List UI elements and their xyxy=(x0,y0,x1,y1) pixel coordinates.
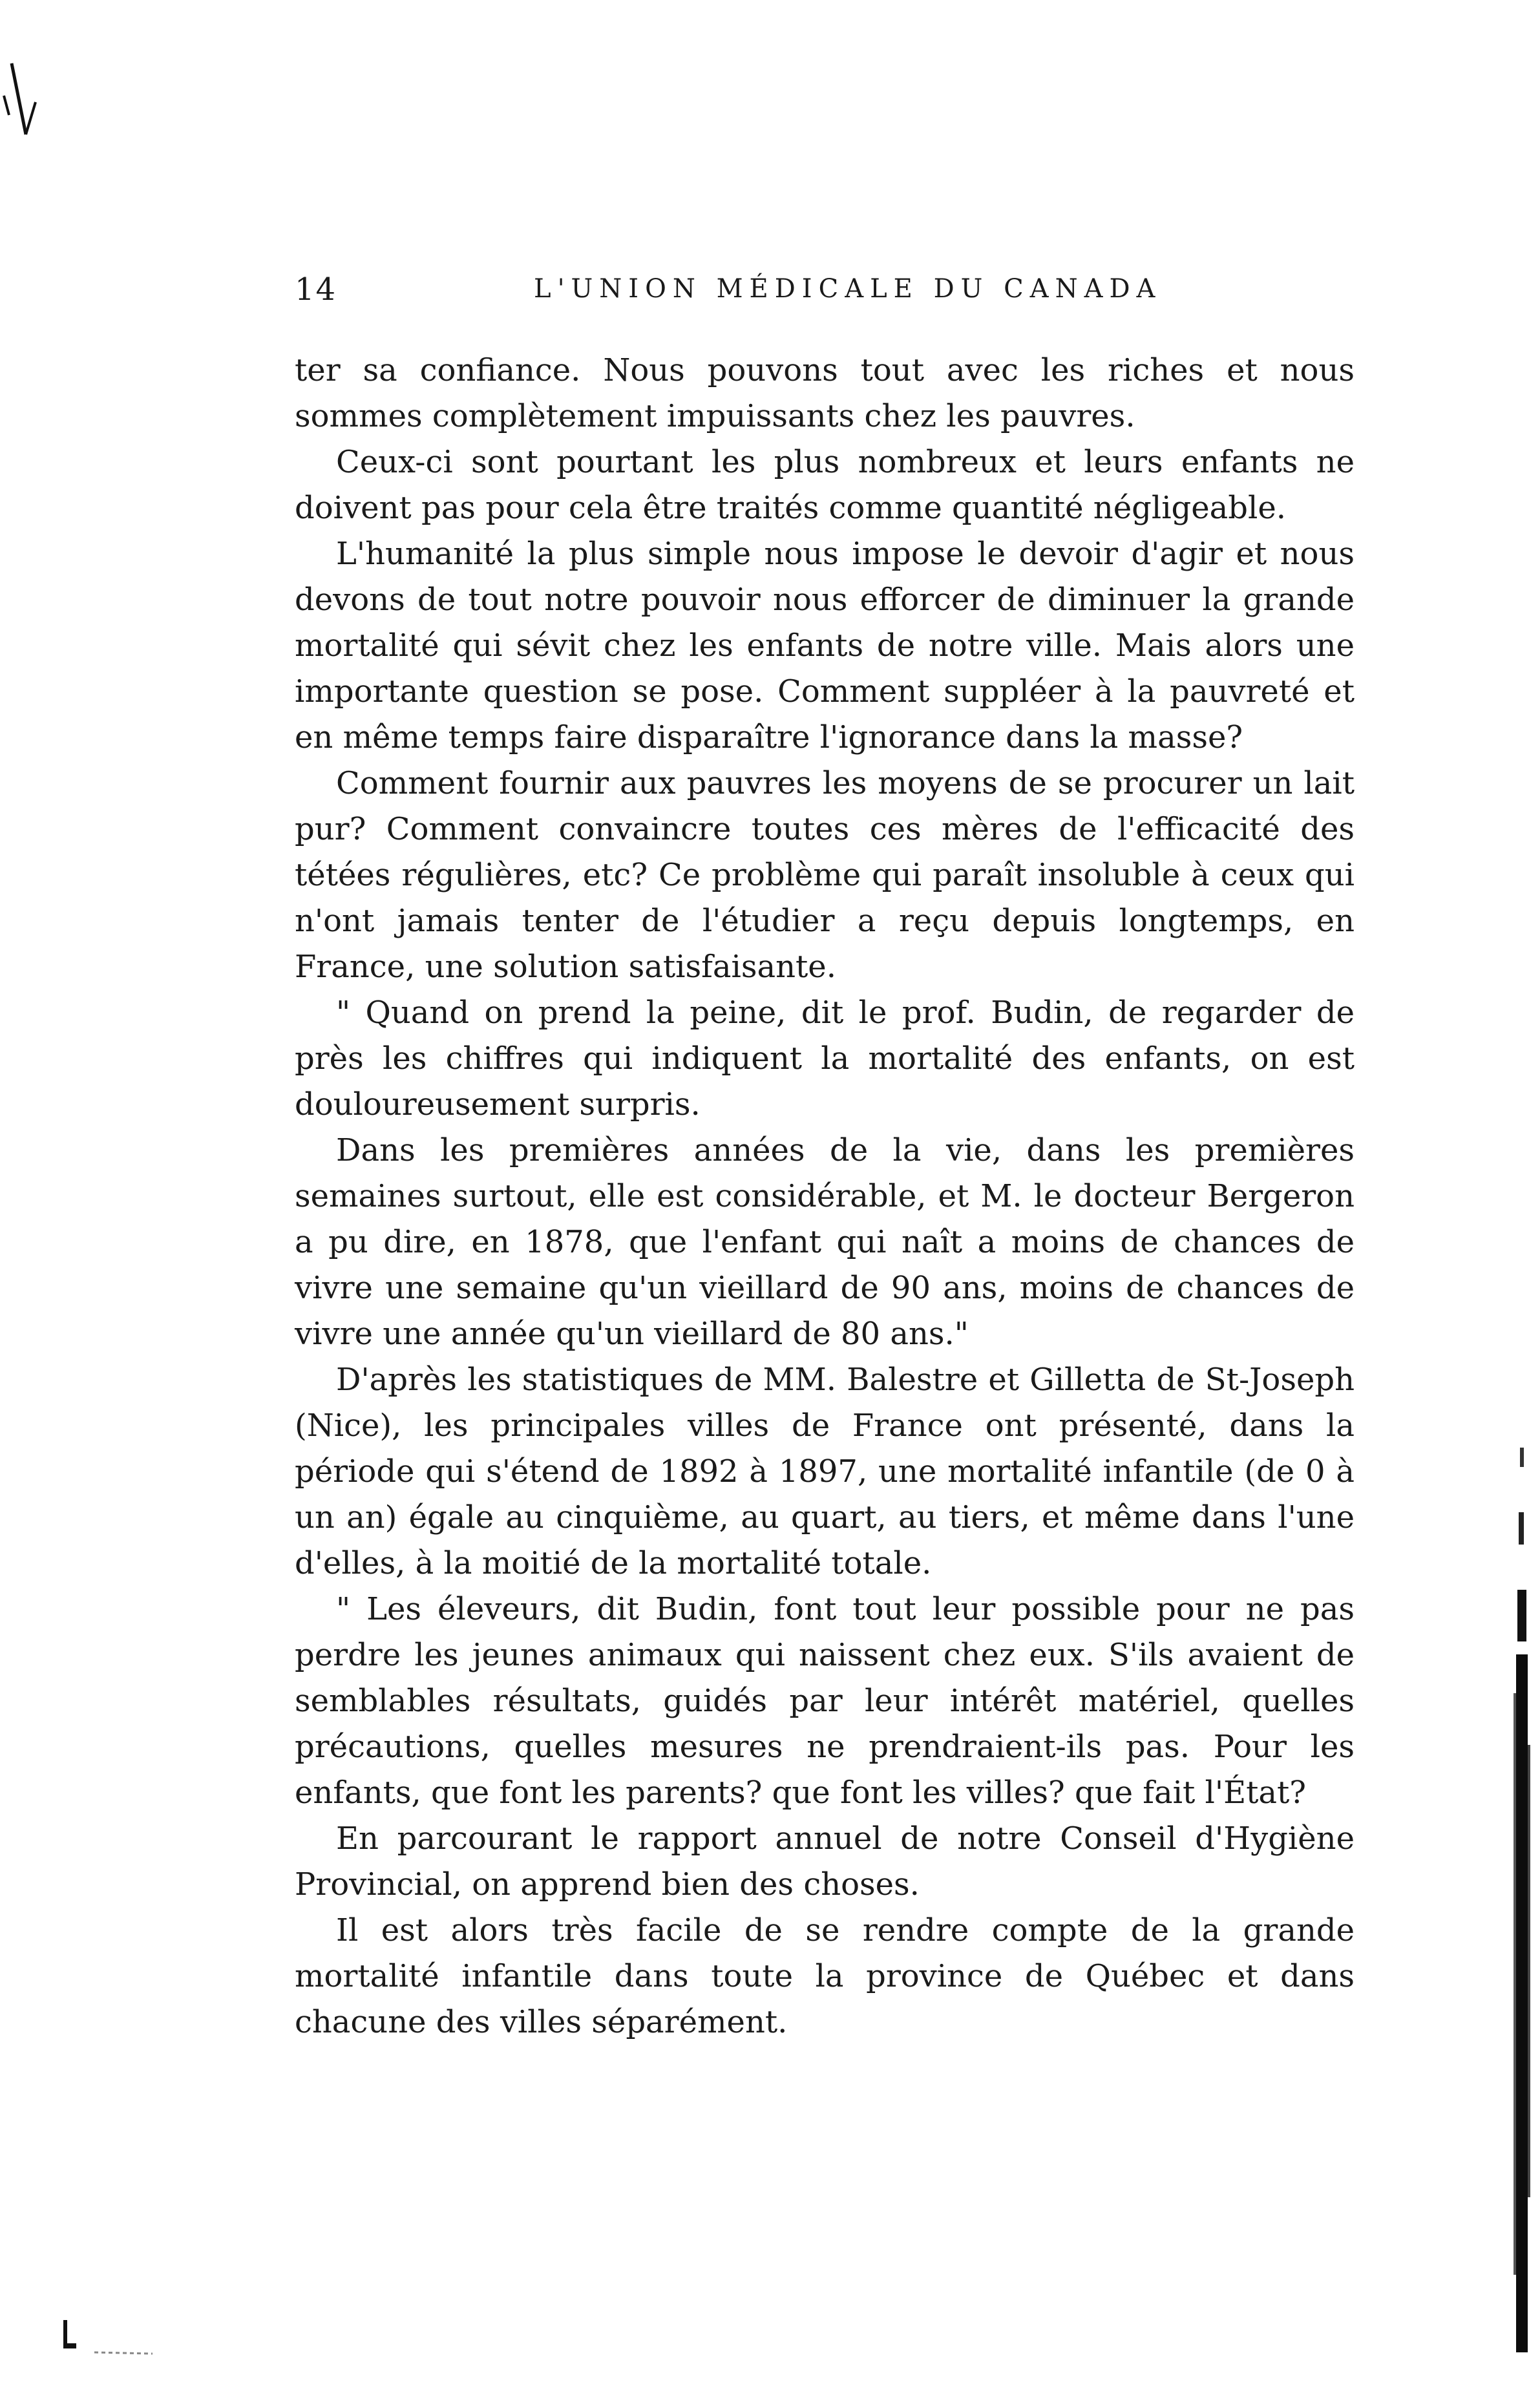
body-text xyxy=(295,348,1355,2045)
paragraph: ter sa confiance. Nous pouvons tout avec les riches et nous sommes complètement impuissants chez les pauvres. xyxy=(295,352,1355,434)
paragraph: " Les éleveurs, dit Budin, font tout leur possible pour ne pas perdre les jeunes animaux qui naissent chez eux. S'ils avaient de semblables résultats, guidés par leur intérêt matériel, quelles précautions, quelles mesures ne prendraient-ils pas. Pour les enfants, que font les parents? que font les villes? que fait l'État? xyxy=(295,1591,1355,1811)
bottom-scan-mark xyxy=(62,2320,159,2359)
running-title: L'UNION MÉDICALE DU CANADA xyxy=(534,274,1162,304)
paragraph: Ceux-ci sont pourtant les plus nombreux et leurs enfants ne doivent pas pour cela être traités comme quantité négligeable. xyxy=(295,444,1355,526)
paragraph: Il est alors très facile de se rendre compte de la grande mortalité infantile dans toute la province de Québec et dans chacune des villes séparément. xyxy=(295,1912,1355,2040)
paragraph: " Quand on prend la peine, dit le prof. Budin, de regarder de près les chiffres qui indiquent la mortalité des enfants, on est douloureusement surpris. xyxy=(295,995,1355,1123)
paragraph: D'après les statistiques de MM. Balestre et Gilletta de St-Joseph (Nice), les principales villes de France ont présenté, dans la période qui s'étend de 1892 à 1897, une mortalité infantile (de 0 à un an) égale au cinquième, au quart, au tiers, et même dans l'une d'elles, à la moitié de la mortalité totale. xyxy=(295,1362,1355,1581)
scan-edge-noise xyxy=(1506,1422,1537,2391)
page-header xyxy=(295,271,1355,323)
corner-pen-mark xyxy=(0,57,39,141)
paragraph: Comment fournir aux pauvres les moyens de se procurer un lait pur? Comment convaincre toutes ces mères de l'efficacité des tétées régulières, etc? Ce problème qui paraît insoluble à ceux qui n'ont jamais tenter de l'étudier a reçu depuis longtemps, en France, une solution satisfaisante. xyxy=(295,765,1355,985)
paragraph: Dans les premières années de la vie, dans les premières semaines surtout, elle est considérable, et M. le docteur Bergeron a pu dire, en 1878, que l'enfant qui naît a moins de chances de vivre une semaine qu'un vieillard de 90 ans, moins de chances de vivre une année qu'un vieillard de 80 ans." xyxy=(295,1132,1355,1352)
page-number: 14 xyxy=(295,271,337,308)
paragraph: L'humanité la plus simple nous impose le devoir d'agir et nous devons de tout notre pouvoir nous efforcer de diminuer la grande mortalité qui sévit chez les enfants de notre ville. Mais alors une importante question se pose. Comment suppléer à la pauvreté et en même temps faire disparaître l'ignorance dans la masse? xyxy=(295,536,1355,755)
paragraph: En parcourant le rapport annuel de notre Conseil d'Hygiène Provincial, on apprend bien des choses. xyxy=(295,1820,1355,1903)
